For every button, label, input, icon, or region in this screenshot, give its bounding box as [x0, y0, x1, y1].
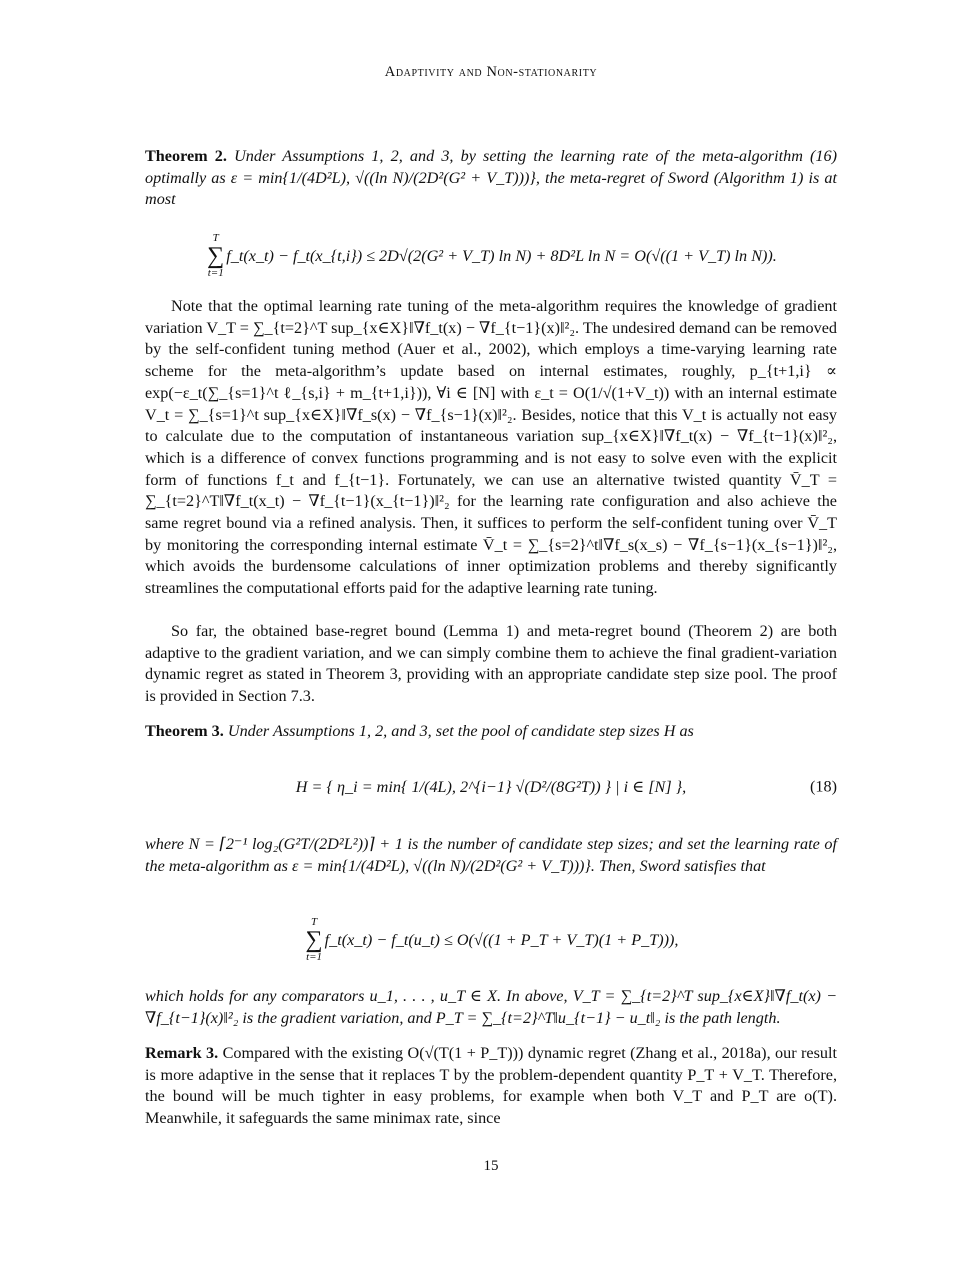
sum-symbol: T ∑ t=1: [207, 232, 225, 279]
theorem-3-conditions: where N = ⌈2⁻¹ log₂(G²T/(2D²L²))⌉ + 1 is the number of candidate step sizes; and set the learning rate of the meta-algorithm as ε = min{1/(4D²L), √((ln N)/(2D²(G² + V_T)))}. Then, Sword satisfies that: [145, 835, 837, 875]
theorem-2-equation-text: f_t(x_t) − f_t(x_{t,i}) ≤ 2D√(2(G² + V_T) ln N) + 8D²L ln N = O(√((1 + V_T) ln N)).: [226, 246, 777, 265]
theorem-3: [145, 721, 837, 743]
theorem-2-label: Theorem 2.: [145, 147, 227, 165]
remark-3-label: Remark 3.: [145, 1044, 219, 1062]
theorem-2-equation: [145, 228, 837, 284]
remark-3-text: Compared with the existing O(√(T(1 + P_T))) dynamic regret (Zhang et al., 2018a), our result is more adaptive in the sense that it replaces T by the problem-dependent quantity P_T + V_T. Therefore, the bound will be much tighter in easy problems, for example when both V_T and P_T are o(T). Meanwhile, it safeguards the same minimax rate, since: [145, 1044, 837, 1128]
theorem-2-statement: Under Assumptions 1, 2, and 3, by setting the learning rate of the meta-algorithm (16) optimally as ε = min{1/(4D²L), √((ln N)/(2D²(G² + V_T)))}, the meta-regret of Sword (Algorithm 1) is at most: [145, 147, 838, 209]
paragraph-1: [145, 296, 837, 600]
paragraph-1-text: Note that the optimal learning rate tuning of the meta-algorithm requires the knowledge of gradient variation V_T = ∑_{t=2}^T sup_{x∈X}‖∇f_t(x) − ∇f_{t−1}(x)‖²₂. The undesired demand can be removed by the self-confident tuning method (Auer et al., 2002), which employs a time-varying learning rate scheme for the meta-algorithm’s update based on internal estimates, roughly, p_{t+1,i} ∝ exp(−ε_t(∑_{s=1}^t ℓ_{s,i} + m_{t+1,i})), ∀i ∈ [N] with ε_t = O(1/√(1+V_t)) with an internal estimate V_t = ∑_{s=1}^t sup_{x∈X}‖∇f_s(x) − ∇f_{s−1}(x)‖²₂. Besides, notice that this V_t is actually not easy to calculate due to the computation of instantaneous variation sup_{x∈X}‖∇f_t(x) − ∇f_{t−1}(x)‖²₂, which is a difference of convex functions programming and is not easy to solve even with the explicit form of functions f_t and f_{t−1}. Fortunately, we can use an alternative twisted quantity V̄_T = ∑_{t=2}^T‖∇f_t(x_t) − ∇f_{t−1}(x_{t−1})‖²₂ for the learning rate configuration and also achieve the same regret bound via a refined analysis. Then, it suffices to perform the self-confident tuning over V̄_T by monitoring the corresponding internal estimate V̄_t = ∑_{s=2}^t‖∇f_s(x_s) − ∇f_{s−1}(x_{s−1})‖²₂, which avoids the burdensome calculations of inner optimization problems and thereby significantly streamlines the computational efforts paid for the adaptive learning rate tuning.: [145, 297, 837, 598]
theorem-3-conclusion: which holds for any comparators u_1, . . . , u_T ∈ X. In above, V_T = ∑_{t=2}^T sup_{x∈X}‖∇f_t(x) − ∇f_{t−1}(x)‖²₂ is the gradient variation, and P_T = ∑_{t=2}^T‖u_{t−1} − u_t‖₂ is the path length.: [145, 987, 837, 1027]
equation-18-number: (18): [810, 777, 837, 796]
theorem-2: [145, 146, 837, 211]
equation-18: [145, 752, 837, 822]
paragraph-2: [145, 621, 837, 708]
theorem-3-equation: [145, 910, 837, 970]
running-header: Adaptivity and Non-stationarity: [384, 64, 598, 80]
remark-3: [145, 1043, 837, 1130]
theorem-3-label: Theorem 3.: [145, 722, 224, 740]
page-number: 15: [483, 1158, 499, 1174]
sum-symbol: T ∑ t=1: [305, 916, 323, 963]
theorem-3-equation-text: f_t(x_t) − f_t(u_t) ≤ O(√((1 + P_T + V_T)(1 + P_T))),: [324, 930, 679, 949]
theorem-3-statement: Under Assumptions 1, 2, and 3, set the pool of candidate step sizes H as: [227, 722, 694, 740]
equation-18-text: H = { η_i = min{ 1/(4L), 2^{i−1} √(D²/(8G²T)) } | i ∈ [N] },: [295, 778, 687, 796]
paragraph-2-text: So far, the obtained base-regret bound (Lemma 1) and meta-regret bound (Theorem 2) are both adaptive to the gradient variation, and we can simply combine them to achieve the final gradient-variation dynamic regret as stated in Theorem 3, providing with an appropriate candidate step size pool. The proof is provided in Section 7.3.: [145, 622, 837, 706]
